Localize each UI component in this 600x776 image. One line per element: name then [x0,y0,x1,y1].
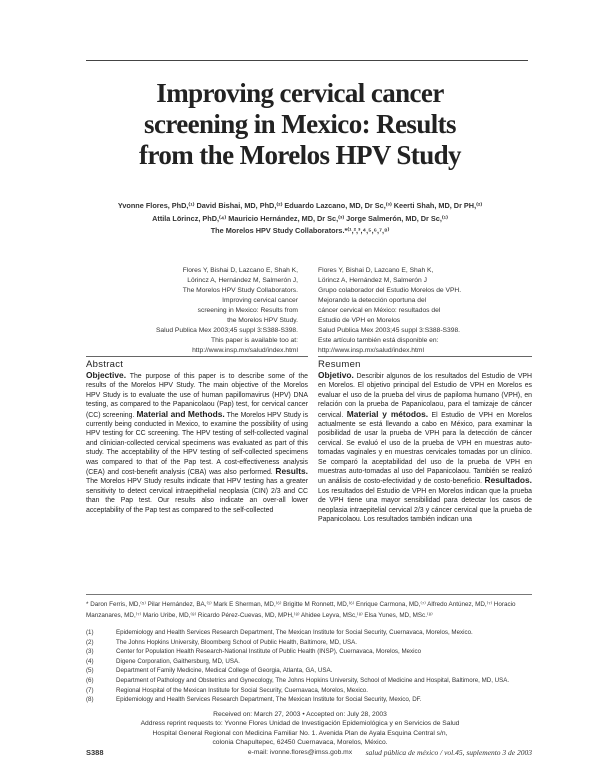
citation-line: Salud Publica Mex 2003;45 suppl 3:S388-S398. [318,327,461,334]
results-label: Results. [275,466,308,477]
citation-spanish [318,266,500,356]
top-rule [86,60,528,61]
methods-text: El Estudio de VPH en Morelos actualmente se está llevando a cabo en México, para examinar la posibilidad de usar la prueba de VPH para la detección de cáncer cervical. Se evaluó el uso de la prueba de VPH en muestras auto-tomadas vaginales y en muestras cervicales tomadas por un clínico. Se comparó la aceptabilidad del uso de la prueba de VPH en muestras auto-tomadas al uso del Papanicolaou. También se realizó un análisis de costo-efectividad y de costo-beneficio. [318,411,532,486]
affiliation-item [86,647,532,657]
address-line: Address reprint requests to: Yvonne Flores Unidad de Investigación Epidemiológica y en Servicios de Salud [140,720,460,728]
collaborators-footnote [86,600,532,621]
citation-line: This paper is available too at: [211,337,298,344]
affiliation-text: The Johns Hopkins University, Bloomberg School of Public Health, Baltimore, MD, USA. [116,638,357,646]
citation-line: Lörincz A, Hernández M, Salmerón J, [187,277,298,284]
citation-line: Flores Y, Bishai D, Lazcano E, Shah K, [182,267,298,274]
affiliation-item [86,676,532,686]
collaborators-line: * Daron Ferris, MD,⁽⁵⁾ Pilar Hernández, BA,⁽¹⁾ Mark E Sherman, MD,⁽⁶⁾ Brigitte M Ronnett, MD,⁽⁶⁾ Enrique Carmona, MD,⁽⁷⁾ Alfredo Antúnez, MD,⁽⁷⁾ Horacio [86,601,516,608]
email-link[interactable]: e-mail: ivonne.flores@imss.gob.mx [247,748,353,756]
citation-line: Flores Y, Bishai D, Lazcano E, Shah K, [318,267,434,274]
page-number: S388 [86,748,104,757]
author-line: Attila Lörincz, PhD,⁽⁴⁾ Mauricio Hernández, MD, Dr Sc,⁽³⁾ Jorge Salmerón, MD, Dr Sc,⁽¹⁾ [152,213,448,223]
results-label: Resultados. [484,475,532,486]
affiliation-number: (3) [86,648,94,656]
collaborators-line: Manzanares, MD,⁽⁷⁾ Mario Uribe, MD,⁽⁸⁾ Ricardo Pérez-Cuevas, MD, MPH,⁽⁸⁾ Ahidee Leyva, MSc,⁽⁸⁾ Elsa Yunes, MD, MSc.⁽⁸⁾ [86,611,433,619]
objective-label: Objetivo. [318,370,354,380]
citation-english [116,266,298,356]
title-line: screening in Mexico: Results [144,109,456,139]
resumen-body [318,371,532,525]
citation-line: Grupo colaborador del Estudio Morelos de VPH. [318,287,462,294]
author-list [90,200,510,238]
results-text: Los resultados del Estudio de VPH en Morelos indican que la prueba de VPH tiene una mayor sensibilidad para detectar los casos de neoplasia intraepitelial cervical 2/3 y cáncer cervical que la prueba de Papanicolaou. Los resultados también indican una [318,487,532,524]
citation-url[interactable]: http://www.insp.mx/salud/index.html [318,347,424,354]
affiliation-number: (6) [86,676,94,684]
affiliation-item [86,628,532,638]
objective-label: Objective. [86,370,127,380]
resumen-heading: Resumen [318,356,532,370]
affiliation-item [86,638,532,648]
affiliation-text: Department of Pathology and Obstetrics and Gynecology, The Johns Hopkins University, School of Medicine and Hospital, Baltimore, MD, USA. [116,676,510,684]
affiliation-text: Department of Family Medicine, Medical College of Georgia, Atlanta, GA, USA. [116,667,333,675]
citation-line: Mejorando la detección oportuna del [318,297,427,304]
affiliation-number: (2) [86,638,94,646]
affiliation-number: (8) [86,696,94,704]
methods-label: Material y métodos. [346,408,429,419]
affiliation-text: Epidemiology and Health Services Research Department, The Mexican Institute for Social Security, Mexico, DF. [116,696,422,704]
author-line: The Morelos HPV Study Collaborators.*⁽¹,²,³,⁴,⁵,⁶,⁷,⁸⁾ [210,226,390,235]
citation-line: Estudio de VPH en Morelos [318,317,401,324]
citation-line: Este artículo también está disponible en: [318,337,439,344]
abstract-body [86,371,308,515]
citation-url[interactable]: http://www.insp.mx/salud/index.html [192,347,298,354]
citation-line: the Morelos HPV Study. [227,317,298,324]
affiliation-number: (7) [86,686,94,694]
affiliation-number: (1) [86,629,94,636]
author-line: Yvonne Flores, PhD,⁽¹⁾ David Bishai, MD, PhD,⁽²⁾ Eduardo Lazcano, MD, Dr Sc,⁽³⁾ Keerti Shah, MD, Dr PH,⁽²⁾ [117,201,483,210]
title-line: from the Morelos HPV Study [139,140,461,170]
citation-line: screening in Mexico: Results from [197,307,298,314]
journal-reference: salud pública de méxico / vol.45, suplemento 3 de 2003 [365,748,532,757]
article-title [90,78,510,171]
title-line: Improving cervical cancer [156,78,444,108]
footnote-divider [86,594,532,595]
affiliation-list [86,628,532,705]
resumen-section [318,356,532,525]
affiliation-item [86,686,532,696]
affiliation-text: Epidemiology and Health Services Research Department, The Mexican Institute for Social Security, Cuernavaca, Morelos, Mexico. [116,629,473,636]
methods-label: Material and Methods. [136,408,225,419]
affiliation-number: (4) [86,657,94,665]
citation-line: The Morelos HPV Study Collaborators. [182,287,298,294]
abstract-heading: Abstract [86,356,308,370]
citation-line: Salud Publica Mex 2003;45 suppl 3:S388-S398. [155,327,298,334]
affiliation-item [86,666,532,676]
affiliation-item [86,657,532,667]
objective-text: The purpose of this paper is to describe some of the results of the Morelos HPV Study. The main objective of the Morelos HPV Study is to evaluate the use of human papillomavirus (HPV) DNA testing, as compared to the Papanicolaou (Pap) test, for cervical cancer (CC) screening. [86,373,308,419]
affiliation-text: Regional Hospital of the Mexican Institute for Social Security, Cuernavaca, Morelos, Mexico. [116,686,368,694]
citation-line: Lörincz A, Hernández M, Salmerón J [318,277,427,284]
address-line: Hospital General Regional con Medicina Familiar No. 1. Avenida Plan de Ayala Esquina Central s/n, [152,729,448,737]
affiliation-number: (5) [86,667,94,675]
abstract-section [86,356,308,515]
citation-line: Improving cervical cancer [222,297,298,304]
address-line: colonia Chapultepec, 62450 Cuernavaca, Morelos, México. [212,739,388,747]
received-dates: Received on: March 27, 2003 • Accepted on: July 28, 2003 [213,711,387,718]
results-text: The Morelos HPV Study results indicate that HPV testing has a greater sensitivity to detect cervical intraepithelial neoplasia (CIN) 2/3 and CC than the Pap test. Our results also indicate an over-all lower acceptability of the Pap test as compared to the self-collected [86,478,308,514]
affiliation-text: Digene Corporation, Gaithersburg, MD, USA. [116,657,240,665]
objective-text: Describir algunos de los resultados del Estudio de VPH en Morelos. El objetivo principal del Estudio de VPH en Morelos es evaluar el uso de la prueba del virus de papiloma humano (VPH), en relación con la prueba de Papanicolaou, para el tamizaje de cáncer cervical. [318,373,532,419]
affiliation-text: Center for Population Health Research-National Institute of Public Health (INSP), Cuernavaca, Morelos, Mexico [116,648,422,656]
citation-line: cáncer cervical en México: resultados del [318,307,441,314]
methods-text: The Morelos HPV Study is currently being conducted in Mexico, to examine the possibility of using HPV testing for CC screening. The HPV testing of self-collected vaginal and clinician-collected cervical specimens was evaluated as part of this study. The acceptability of the HPV testing of self-collected specimens was compared to that of the Pap test. A cost-effectiveness analysis (CEA) and cost-benefit analysis (CBA) was also performed. [86,411,309,477]
affiliation-item [86,695,532,705]
